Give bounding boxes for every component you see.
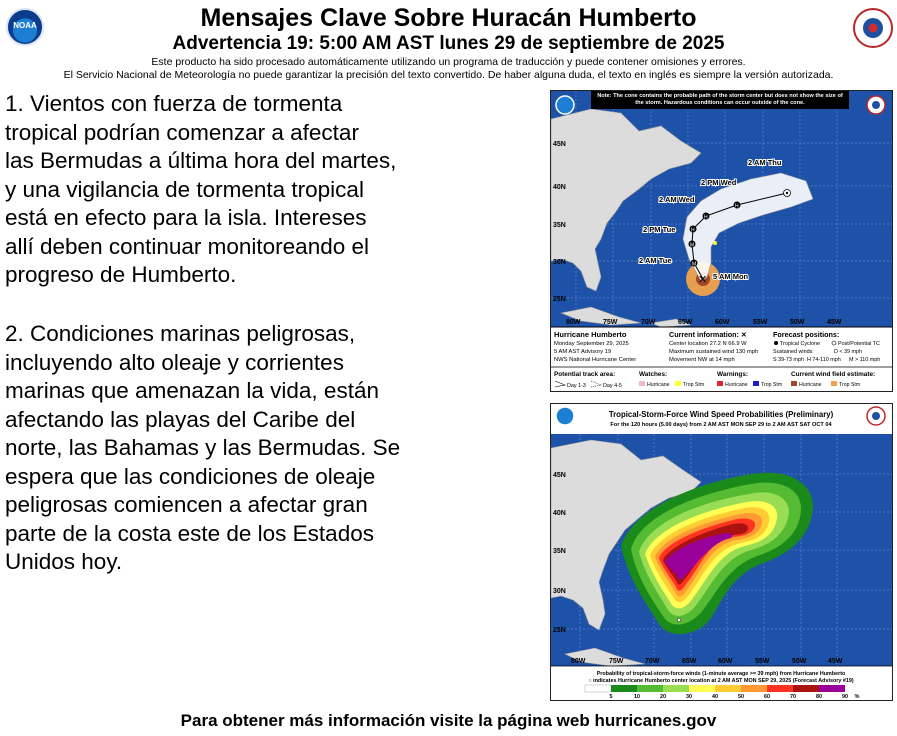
- lat-label: 30N: [553, 259, 566, 266]
- message-line: las Bermudas a última hora del martes,: [5, 148, 397, 173]
- wind-lon-label: 65W: [682, 658, 697, 665]
- wind-lat-label: 40N: [553, 510, 566, 517]
- bermuda-ts-watch: [713, 241, 717, 245]
- lon-label: 70W: [641, 319, 656, 326]
- message-line: peligrosas comiencen a afectar gran: [5, 492, 368, 517]
- cone-map-graphic: [550, 90, 893, 392]
- scale-label: 60: [764, 694, 770, 700]
- wind-lat-label: 25N: [553, 627, 566, 634]
- message-line: marinas que amenazan la vida, están: [5, 378, 379, 403]
- lon-label: 60W: [715, 319, 730, 326]
- wind-lon-label: 80W: [571, 658, 586, 665]
- forecast-post: Post/Potential TC: [838, 341, 880, 347]
- disclaimer-line-1: Este producto ha sido procesado automáticamente utilizando un programa de traducción y puede contener omisiones y errores.: [151, 56, 746, 68]
- wind-lon-label: 70W: [645, 658, 660, 665]
- lon-label: 45W: [827, 319, 842, 326]
- storm-date: Monday September 29, 2025: [554, 341, 629, 347]
- scale-label: 50: [738, 694, 744, 700]
- storm-title: Hurricane Humberto: [554, 330, 627, 339]
- message-line: incluyendo alto oleaje y corrientes: [5, 349, 344, 375]
- forecast-h: H 74-110 mph: [807, 357, 841, 363]
- track-label: 5 AM Mon: [713, 272, 749, 281]
- message-line: afectando las playas del Caribe del: [5, 406, 356, 432]
- svg-text:H: H: [735, 203, 739, 210]
- warnings-title: Warnings:: [717, 371, 749, 378]
- legend-hurricane-warning: Hurricane: [725, 382, 748, 388]
- scale-label: 70: [790, 694, 796, 700]
- track-label: 2 PM Tue: [643, 225, 676, 234]
- wind-map-subtitle: For the 120 hours (5.00 days) from 2 AM AST MON SEP 29 to 2 AM AST SAT OCT 04: [610, 422, 832, 428]
- scale-label: 90: [842, 694, 848, 700]
- svg-text:H: H: [691, 227, 695, 234]
- scale-label: %: [854, 694, 860, 700]
- scale-label: 20: [660, 694, 666, 700]
- key-message-1: [5, 90, 540, 290]
- current-info-line: Movement NW at 14 mph: [669, 357, 735, 363]
- message-line: está en efecto para la isla. Intereses: [5, 205, 367, 230]
- scale-label: 40: [712, 694, 718, 700]
- message-line: norte, las Bahamas y las Bermudas. Se: [5, 435, 401, 460]
- track-area-title: Potential track area:: [554, 371, 616, 378]
- message-line: Unidos hoy.: [5, 549, 123, 574]
- legend-wind-ts: Trop Stm: [839, 382, 861, 388]
- wind-lon-label: 60W: [718, 658, 733, 665]
- wind-lat-label: 30N: [553, 588, 566, 595]
- message-line: tropical podrían comenzar a afectar: [5, 119, 359, 145]
- svg-text:M: M: [692, 261, 697, 268]
- wind-lon-label: 50W: [792, 658, 807, 665]
- legend-ts-warning: Trop Stm: [761, 382, 783, 388]
- forecast-m: M > 110 mph: [849, 357, 881, 363]
- track-label: 2 PM Wed: [701, 178, 737, 187]
- legend-hurricane-watch: Hurricane: [647, 382, 670, 388]
- current-info-line: Center location 27.2 N 66.9 W: [669, 341, 747, 347]
- forecast-tropical: Tropical Cyclone: [780, 341, 820, 347]
- wind-map-title: Tropical-Storm-Force Wind Speed Probabilities (Preliminary): [608, 410, 834, 419]
- page-subtitle: Advertencia 19: 5:00 AM AST lunes 29 de septiembre de 2025: [172, 33, 725, 54]
- wind-noaa-icon: [556, 407, 574, 425]
- lon-label: 50W: [790, 319, 805, 326]
- message-line: 1. Vientos con fuerza de tormenta: [5, 91, 343, 116]
- scale-label: 30: [686, 694, 692, 700]
- scale-label: 5: [609, 694, 613, 700]
- lon-label: 75W: [603, 319, 618, 326]
- watches-title: Watches:: [639, 371, 668, 378]
- storm-advisory: 5 AM AST Advisory 19: [554, 349, 612, 355]
- day-4-5: Day 4-5: [603, 383, 622, 389]
- center-location-icon: [677, 618, 681, 622]
- key-message-2: [5, 320, 540, 577]
- lat-label: 45N: [553, 141, 566, 148]
- lon-label: 80W: [566, 319, 581, 326]
- cone-noaa-icon: [556, 96, 574, 114]
- forecast-sustained: Sustained winds:: [773, 349, 814, 355]
- wind-probability-graphic: [550, 403, 893, 701]
- page-title: Mensajes Clave Sobre Huracán Humberto: [200, 4, 697, 32]
- legend-wind-hurricane: Hurricane: [799, 382, 822, 388]
- current-info-line: Maximum sustained wind 130 mph: [669, 349, 759, 355]
- wind-caption-1: Probability of tropical-storm-force winds (1-minute average >= 39 mph) from Hurricane Humberto: [596, 671, 846, 677]
- footer-link-text: Para obtener más información visite la página web hurricanes.gov: [180, 711, 717, 730]
- forecast-title: Forecast positions:: [773, 330, 840, 339]
- wind-field-title: Current wind field estimate:: [791, 371, 876, 378]
- day-1-3: Day 1-3: [567, 383, 586, 389]
- lon-label: 65W: [678, 319, 693, 326]
- lat-label: 35N: [553, 222, 566, 229]
- svg-text:H: H: [704, 214, 708, 221]
- current-info-title: Current information: ✕: [669, 330, 747, 339]
- wind-caption-2: ○ indicates Hurricane Humberto center location at 2 AM AST MON SEP 29, 2025 (Forecast Advisory #19): [588, 678, 854, 684]
- scale-label: 80: [816, 694, 822, 700]
- message-line: espera que las condiciones de oleaje: [5, 463, 376, 489]
- noaa-logo-label: NOAA: [13, 21, 37, 30]
- wind-lat-label: 35N: [553, 548, 566, 555]
- track-label: 2 AM Thu: [748, 158, 782, 167]
- lat-label: 25N: [553, 296, 566, 303]
- lat-label: 40N: [553, 184, 566, 191]
- track-label: 2 AM Wed: [659, 195, 695, 204]
- wind-lon-label: 75W: [609, 658, 624, 665]
- wind-lon-label: 55W: [755, 658, 770, 665]
- message-line: y una vigilancia de tormenta tropical: [5, 176, 364, 202]
- track-label: 2 AM Tue: [639, 256, 672, 265]
- message-line: parte de la costa este de los Estados: [5, 520, 374, 546]
- message-line: 2. Condiciones marinas peligrosas,: [5, 321, 356, 346]
- svg-text:M: M: [690, 242, 695, 249]
- forecast-s: S 39-73 mph: [773, 357, 804, 363]
- cone-note: Note: The cone contains the probable path of the storm center but does not show the size of the storm. Hazardous conditions can occur outside of the cone.: [597, 93, 843, 106]
- wind-lat-label: 45N: [553, 472, 566, 479]
- probability-scale: [585, 685, 845, 692]
- message-line: progreso de Humberto.: [5, 262, 237, 287]
- disclaimer-line-2: El Servicio Nacional de Meteorología no puede garantizar la precisión del texto convertido. De haber alguna duda, el texto en inglés es siempre la versión autorizada.: [63, 69, 834, 81]
- forecast-d: D < 39 mph: [834, 349, 863, 355]
- storm-center: NWS National Hurricane Center: [554, 357, 637, 363]
- lon-label: 55W: [753, 319, 768, 326]
- wind-lon-label: 45W: [828, 658, 843, 665]
- legend-ts-watch: Trop Stm: [683, 382, 705, 388]
- message-line: allí deben continuar monitoreando el: [5, 233, 369, 259]
- current-position-icon: ✕: [698, 274, 708, 286]
- scale-label: 10: [634, 694, 640, 700]
